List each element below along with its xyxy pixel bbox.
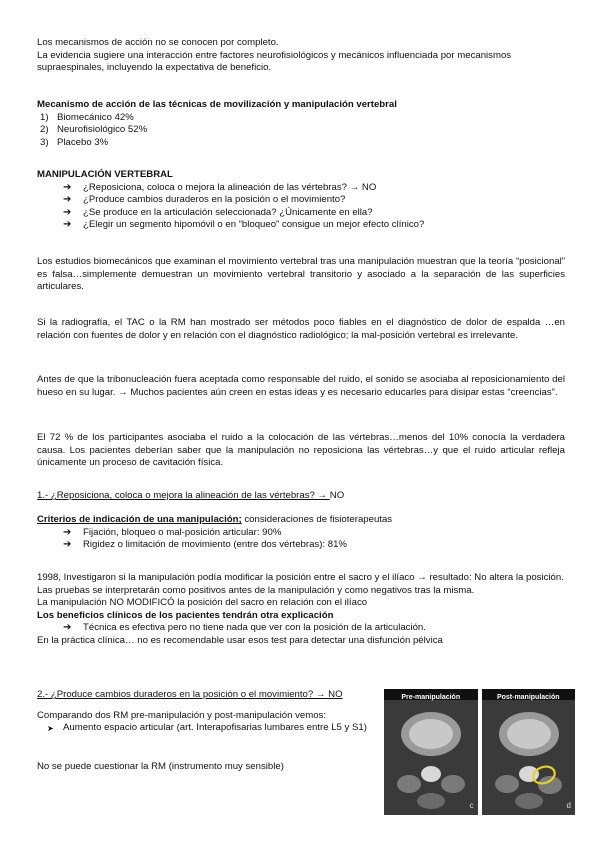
- manipulation-section: [37, 169, 565, 232]
- mri-figure: [384, 689, 575, 815]
- list-item: ➔ Técnica es efectiva pero no tiene nada que ver con la posición de la articulación.: [63, 622, 426, 633]
- study: [37, 572, 565, 647]
- closing-line: No se puede cuestionar la RM (instrumento muy sensible): [37, 760, 284, 772]
- mechanism-list: [37, 112, 565, 150]
- list-item: ➔ ¿Se produce en la articulación seleccionada? ¿Únicamente en ella?: [63, 206, 373, 218]
- section-2: [37, 689, 377, 773]
- criteria-heading: Criterios de indicación de una manipulación; consideraciones de fisioterapeutas: [37, 514, 393, 525]
- section-1: [37, 490, 565, 503]
- arrow-icon: ➔: [63, 206, 72, 218]
- manipulation-heading: MANIPULACIÓN VERTEBRAL: [37, 169, 173, 180]
- study-line: 1998, Investigaron si la manipulación podía modificar la posición entre el sacro y el ilíaco → resultado: No altera la posición.: [37, 572, 564, 583]
- arrow-icon: ➔: [63, 194, 72, 205]
- compare-line: Comparando dos RM pre-manipulación y post-manipulación vemos:: [37, 709, 327, 721]
- arrow-icon: ➔: [63, 539, 72, 550]
- clinical-line: En la práctica clínica… no es recomendable usar esos test para detectar una disfunción pélvica: [37, 634, 443, 646]
- list-item: ➤ Aumento espacio articular (art. Interapofisarias lumbares entre L5 y S1): [37, 722, 367, 735]
- section-1-title: 1.- ¿Reposiciona, coloca o mejora la alineación de las vértebras? → NO: [37, 490, 345, 501]
- post-letter: d: [566, 800, 571, 810]
- paragraph-4: El 72 % de los participantes asociaba el ruido a la colocación de las vértebras…menos del 10% conocía la verdadera causa. Los pacientes deberían saber que la manipulación no reposiciona las vértebras…y que el ruido articular refleja únicamente un proceso de cavitación física.: [37, 432, 565, 468]
- arrow-icon: ➔: [63, 622, 72, 633]
- criteria-list: [37, 527, 565, 552]
- benefits-list: [37, 622, 565, 635]
- list-item: ➔ ¿Reposiciona, coloca o mejora la alineación de las vértebras? → NO: [63, 181, 377, 193]
- triangle-bullet-icon: ➤: [47, 724, 54, 733]
- benefits-heading: Los beneficios clínicos de los pacientes tendrán otra explicación: [37, 609, 334, 621]
- arrow-icon: ➔: [63, 526, 72, 538]
- list-item: 1) Biomecánico 42%: [40, 111, 134, 123]
- arrow-icon: ➔: [63, 181, 72, 193]
- intro-line-1: Los mecanismos de acción no se conocen por completo.: [37, 37, 279, 48]
- list-item: ➔ Fijación, bloqueo o mal-posición articular: 90%: [63, 526, 282, 538]
- study-line: La manipulación NO MODIFICÓ la posición del sacro en relación con el ilíaco: [37, 597, 368, 608]
- list-item: 3) Placebo 3%: [40, 136, 109, 148]
- arrow-icon: ➔: [63, 219, 72, 230]
- manipulation-list: [37, 182, 565, 232]
- section-2-title: 2.- ¿Produce cambios duraderos en la posición o el movimiento? → NO: [37, 689, 343, 700]
- intro: [37, 37, 565, 75]
- paragraph-3: Antes de que la tribonucleación fuera aceptada como responsable del ruido, el sonido se asociaba al reposicionamiento del hueso en su lugar. → Muchos pacientes aún creen en estas ideas y es necesario educarles para disipar estas “creencias”.: [37, 374, 565, 398]
- mri-post-panel: [482, 689, 576, 815]
- list-item: ➔ Rigidez o limitación de movimiento (entre dos vértebras): 81%: [63, 539, 347, 550]
- compare-list: [37, 722, 367, 735]
- intro-line-2: La evidencia sugiere una interacción entre factores neurofisiológicos y mecánicos influenciada por mecanismos supraespinales, incluyendo la expectativa de beneficio.: [37, 49, 512, 73]
- mri-pre-panel: [384, 689, 478, 815]
- pre-letter: c: [469, 800, 474, 810]
- mechanism-heading: Mecanismo de acción de las técnicas de movilización y manipulación vertebral: [37, 99, 397, 110]
- paragraph-1: Los estudios biomecánicos que examinan el movimiento vertebral tras una manipulación muestran que la teoría “posicional” es falsa…simplemente demuestran un movimiento vertebral transitorio y asociado a la separación de las superficies articulares.: [37, 256, 565, 292]
- mri-post-image: [482, 689, 576, 815]
- list-item: ➔ ¿Produce cambios duraderos en la posición o el movimiento?: [63, 194, 346, 205]
- post-label: Post-manipulación: [496, 694, 560, 701]
- mri-pre-image: [384, 689, 478, 815]
- mechanism-section: [37, 99, 565, 149]
- pre-label: Pre-manipulación: [401, 694, 461, 701]
- criteria: [37, 514, 565, 552]
- paragraph-2: Si la radiografía, el TAC o la RM han mostrado ser métodos poco fiables en el diagnóstico de dolor de espalda …en relación con fuentes de dolor y en relación con el diagnóstico radiológico; la mal-posición vertebral es irrelevante.: [37, 317, 565, 341]
- list-item: 2) Neurofisiológico 52%: [40, 124, 148, 135]
- study-line: Las pruebas se interpretarán como positivos antes de la manipulación y como negativos tras la misma.: [37, 584, 475, 596]
- list-item: ➔ ¿Elegir un segmento hipomóvil o en “bloqueo” consigue un mejor efecto clínico?: [63, 219, 425, 230]
